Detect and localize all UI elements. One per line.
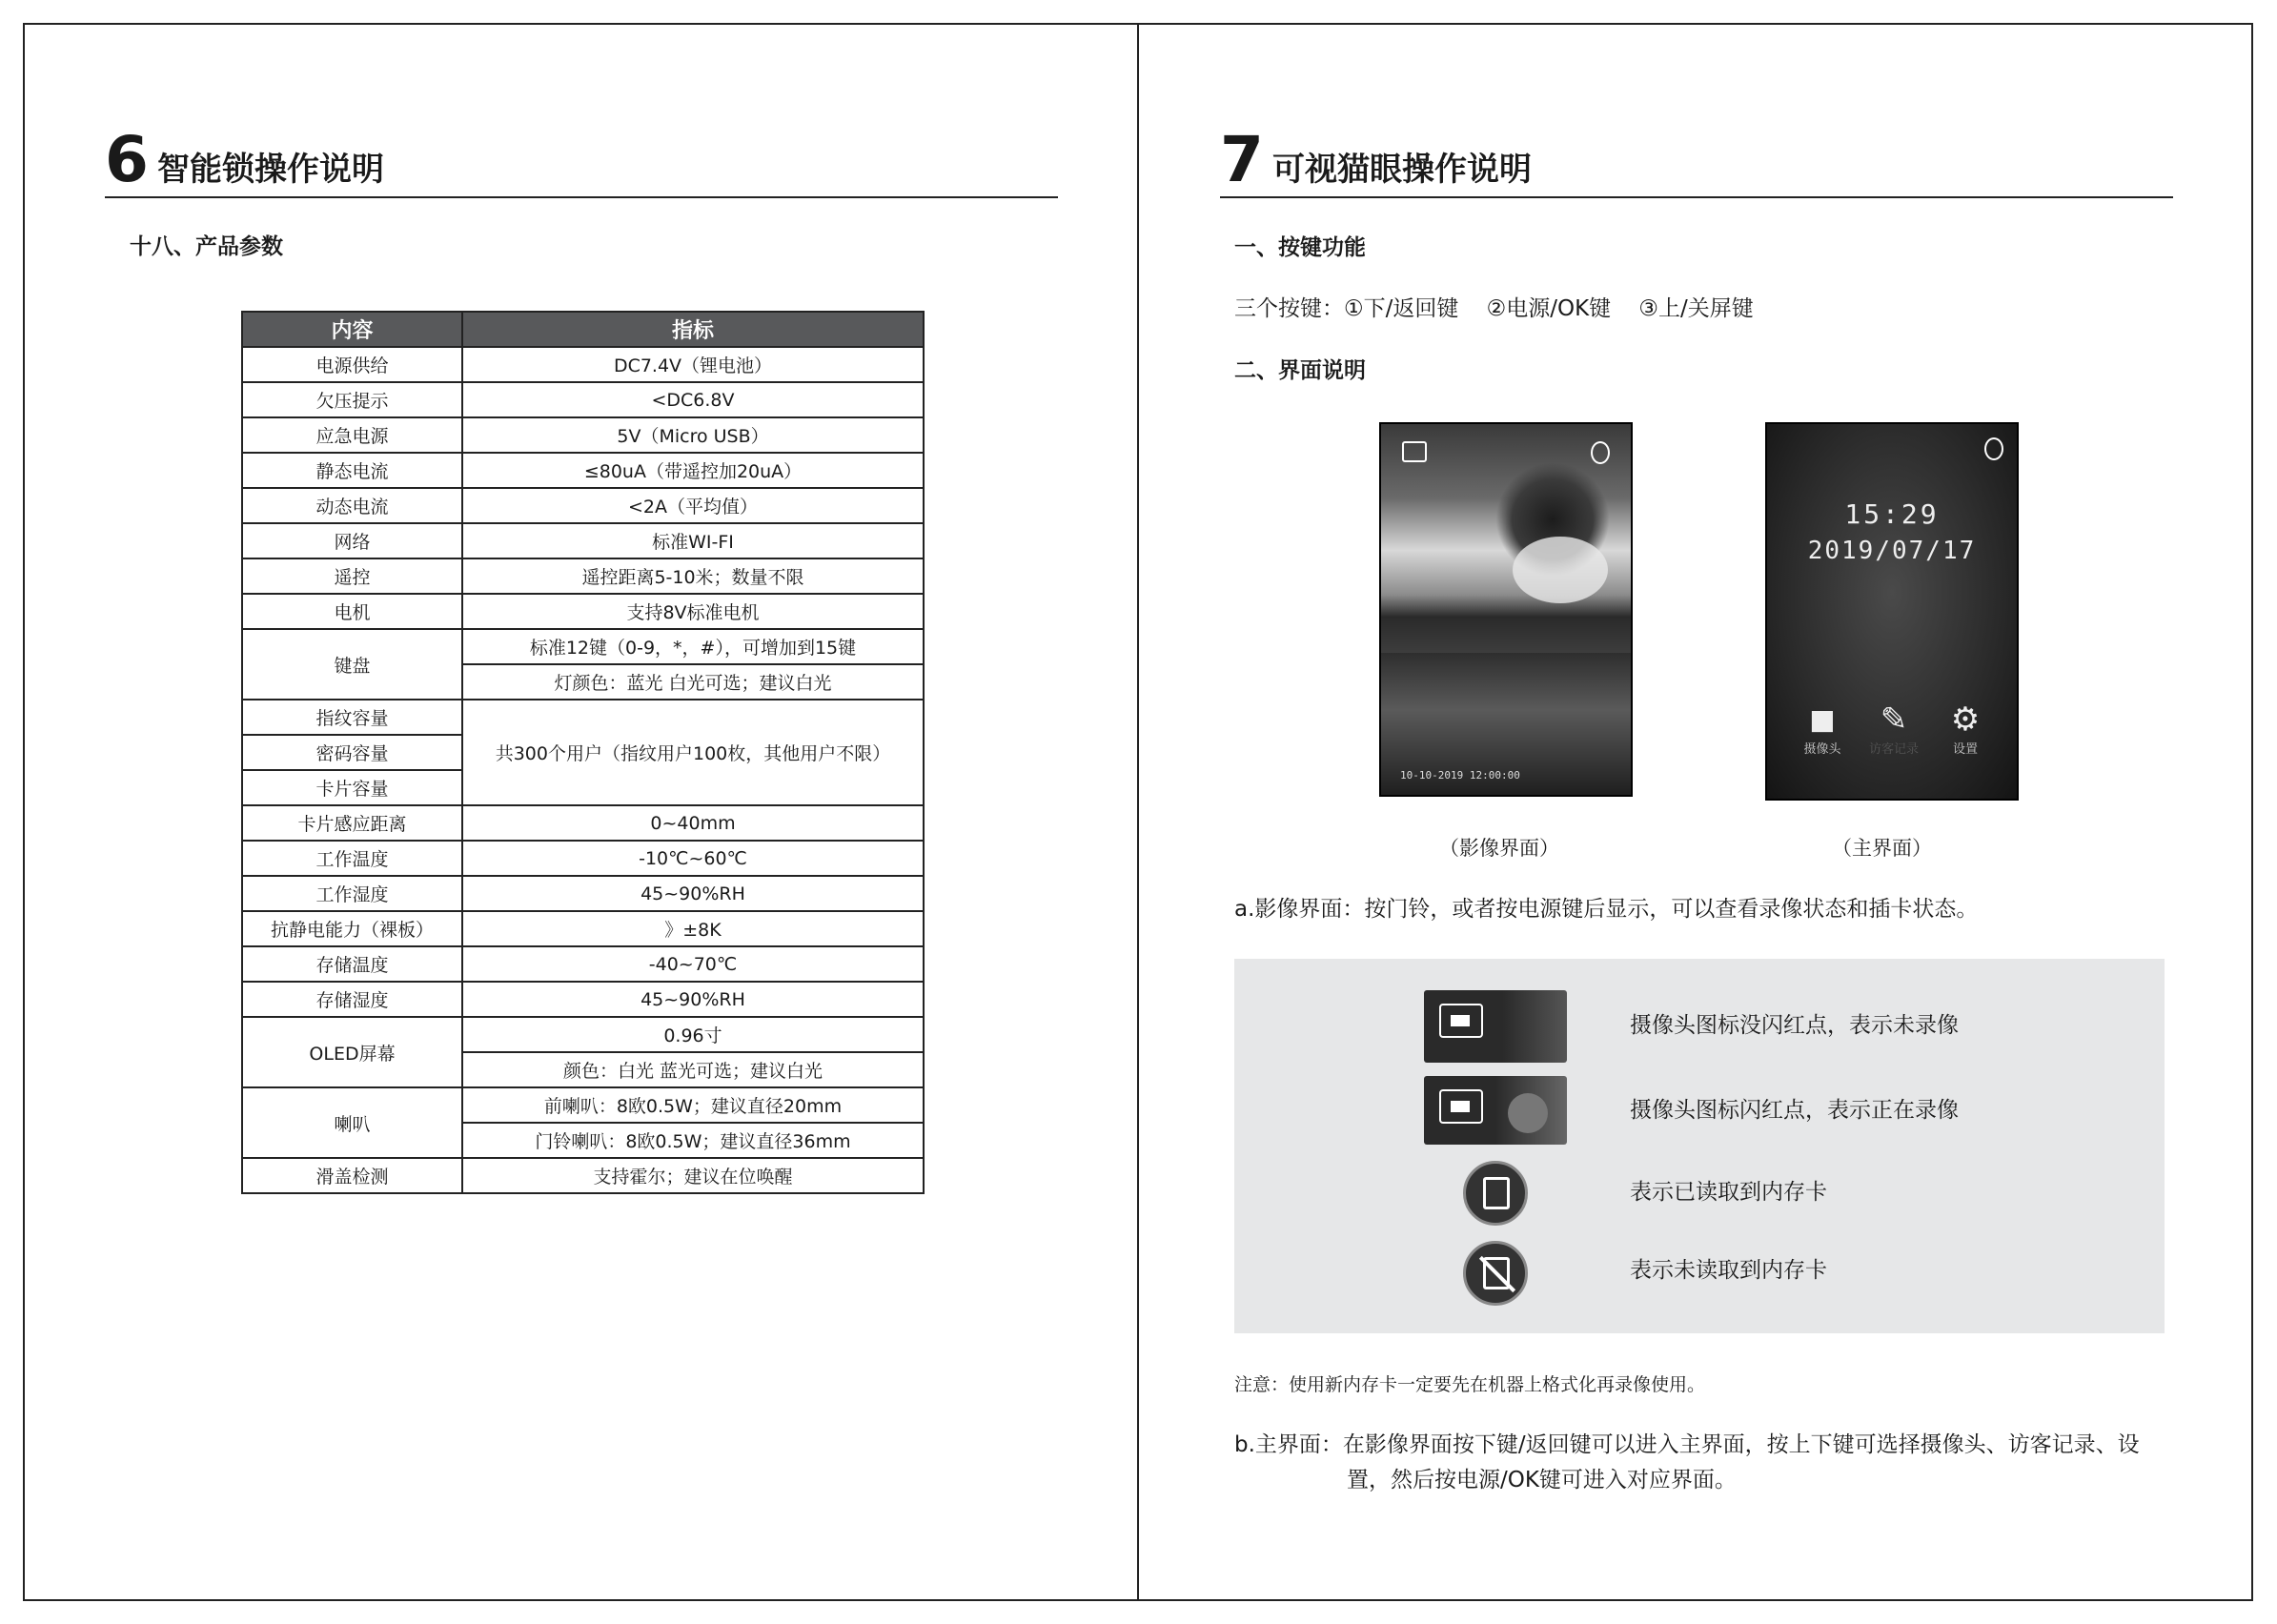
row-value: -10℃~60℃ [462, 841, 924, 876]
table-row [242, 558, 924, 594]
table-row [242, 805, 924, 841]
section-title: 可视猫眼操作说明 [1272, 151, 1532, 189]
video-timestamp: 10-10-2019 12:00:00 [1400, 769, 1520, 782]
table-row [242, 946, 924, 982]
note-text: 注意：使用新内存卡一定要先在机器上格式化再录像使用。 [1234, 1374, 1706, 1395]
row-label: 网络 [242, 523, 462, 558]
row-label: 键盘 [242, 629, 462, 700]
section-6-header [105, 123, 1058, 198]
table-row [242, 488, 924, 523]
gear-icon: ⚙ [1950, 700, 1981, 739]
row-value: 门铃喇叭：8欧0.5W；建议直径36mm [462, 1123, 924, 1158]
edit-icon: ✎ [1880, 700, 1908, 739]
row-value: 45~90%RH [462, 982, 924, 1017]
table-row [242, 594, 924, 629]
camera-glyph [1439, 1089, 1483, 1124]
row-value: 》±8K [462, 911, 924, 946]
paragraph-b-line-2: 置，然后按电源/OK键可进入对应界面。 [1347, 1468, 1737, 1492]
row-value: 标准12键（0-9，*，#），可增加到15键 [462, 629, 924, 664]
menu-camera-label: 摄像头 [1803, 742, 1841, 757]
sd-card-icon [1984, 437, 2003, 460]
subheading-interface: 二、界面说明 [1234, 358, 1366, 383]
recording-dot-icon [1508, 1093, 1548, 1133]
row-label: 滑盖检测 [242, 1158, 462, 1193]
row-label: 应急电源 [242, 417, 462, 453]
row-label: 存储湿度 [242, 982, 462, 1017]
camera-icon [1424, 990, 1567, 1063]
spec-table [241, 311, 925, 1194]
row-label: 存储温度 [242, 946, 462, 982]
row-label: 喇叭 [242, 1087, 462, 1158]
caption-main-screen: （主界面） [1832, 837, 1932, 860]
row-value: -40~70℃ [462, 946, 924, 982]
row-value: 0.96寸 [462, 1017, 924, 1052]
legend-text-4: 表示未读取到内存卡 [1630, 1258, 1827, 1283]
row-value: 标准WI-FI [462, 523, 924, 558]
legend-text-2: 摄像头图标闪红点，表示正在录像 [1630, 1098, 1959, 1123]
row-value: 0~40mm [462, 805, 924, 841]
row-label: 欠压提示 [242, 382, 462, 417]
row-value: 45~90%RH [462, 876, 924, 911]
row-value: ≤80uA（带遥控加20uA） [462, 453, 924, 488]
video-screen-image [1379, 422, 1633, 797]
row-value: 共300个用户（指纹用户100枚，其他用户不限） [462, 700, 924, 805]
camera-glyph [1439, 1004, 1483, 1038]
section-number: 6 [105, 123, 149, 196]
row-value: DC7.4V（锂电池） [462, 347, 924, 382]
main-screen-date: 2019/07/17 [1807, 537, 1977, 565]
page-divider [1137, 23, 1139, 1601]
table-row [242, 911, 924, 946]
row-label: 电机 [242, 594, 462, 629]
row-label: 动态电流 [242, 488, 462, 523]
table-row [242, 523, 924, 558]
row-label: 工作湿度 [242, 876, 462, 911]
section-7-header [1220, 123, 2173, 198]
table-row [242, 1017, 924, 1052]
row-value: 遥控距离5-10米；数量不限 [462, 558, 924, 594]
sd-card-icon [1591, 441, 1610, 464]
sd-card-icon [1463, 1161, 1528, 1226]
table-row [242, 382, 924, 417]
legend-text-1: 摄像头图标没闪红点，表示未录像 [1630, 1013, 1959, 1038]
header-spec: 指标 [462, 312, 924, 347]
table-row [242, 347, 924, 382]
table-row [242, 1087, 924, 1123]
row-label: 卡片感应距离 [242, 805, 462, 841]
row-value: 支持霍尔；建议在位唤醒 [462, 1158, 924, 1193]
row-label: 卡片容量 [242, 770, 462, 805]
row-label: 密码容量 [242, 735, 462, 770]
table-header-row [242, 312, 924, 347]
no-sd-card-icon [1463, 1241, 1528, 1306]
menu-visitor-log [1865, 700, 1922, 757]
camera-icon [1402, 441, 1427, 462]
section-title: 智能锁操作说明 [157, 151, 384, 189]
keys-description: 三个按键：①下/返回键 ②电源/OK键 ③上/关屏键 [1234, 296, 1754, 321]
camera-icon: ◼ [1808, 700, 1837, 739]
table-row [242, 700, 924, 735]
scene-vase [1513, 537, 1608, 603]
camera-recording-icon [1424, 1076, 1567, 1145]
row-label: OLED屏幕 [242, 1017, 462, 1087]
table-row [242, 629, 924, 664]
row-value: 颜色：白光 蓝光可选；建议白光 [462, 1052, 924, 1087]
row-label: 抗静电能力（裸板） [242, 911, 462, 946]
menu-camera [1794, 700, 1851, 757]
table-row [242, 982, 924, 1017]
row-value: 支持8V标准电机 [462, 594, 924, 629]
section-number: 7 [1220, 123, 1264, 196]
main-screen-time: 15:29 [1844, 498, 1940, 530]
paragraph-b-line-1: b.主界面：在影像界面按下键/返回键可以进入主界面，按上下键可选择摄像头、访客记录、设 [1234, 1432, 2140, 1457]
legend-text-3: 表示已读取到内存卡 [1630, 1180, 1827, 1205]
row-label: 静态电流 [242, 453, 462, 488]
row-label: 指纹容量 [242, 700, 462, 735]
row-value: <2A（平均值） [462, 488, 924, 523]
table-row [242, 1158, 924, 1193]
main-screen-image [1765, 422, 2019, 801]
table-row [242, 876, 924, 911]
menu-visitor-log-label: 访客记录 [1868, 742, 1919, 757]
row-value: 5V（Micro USB） [462, 417, 924, 453]
header-content: 内容 [242, 312, 462, 347]
menu-settings [1937, 700, 1994, 757]
table-row [242, 417, 924, 453]
table-row [242, 453, 924, 488]
menu-settings-label: 设置 [1952, 742, 1978, 757]
subheading-keys: 一、按键功能 [1234, 235, 1366, 260]
row-label: 遥控 [242, 558, 462, 594]
row-value: 灯颜色：蓝光 白光可选；建议白光 [462, 664, 924, 700]
row-value: <DC6.8V [462, 382, 924, 417]
caption-video-screen: （影像界面） [1439, 837, 1559, 860]
row-label: 工作温度 [242, 841, 462, 876]
subheading-product-params: 十八、产品参数 [130, 234, 283, 259]
row-label: 电源供给 [242, 347, 462, 382]
paragraph-a: a.影像界面：按门铃，或者按电源键后显示，可以查看录像状态和插卡状态。 [1234, 897, 1979, 922]
row-value: 前喇叭：8欧0.5W；建议直径20mm [462, 1087, 924, 1123]
table-row [242, 841, 924, 876]
